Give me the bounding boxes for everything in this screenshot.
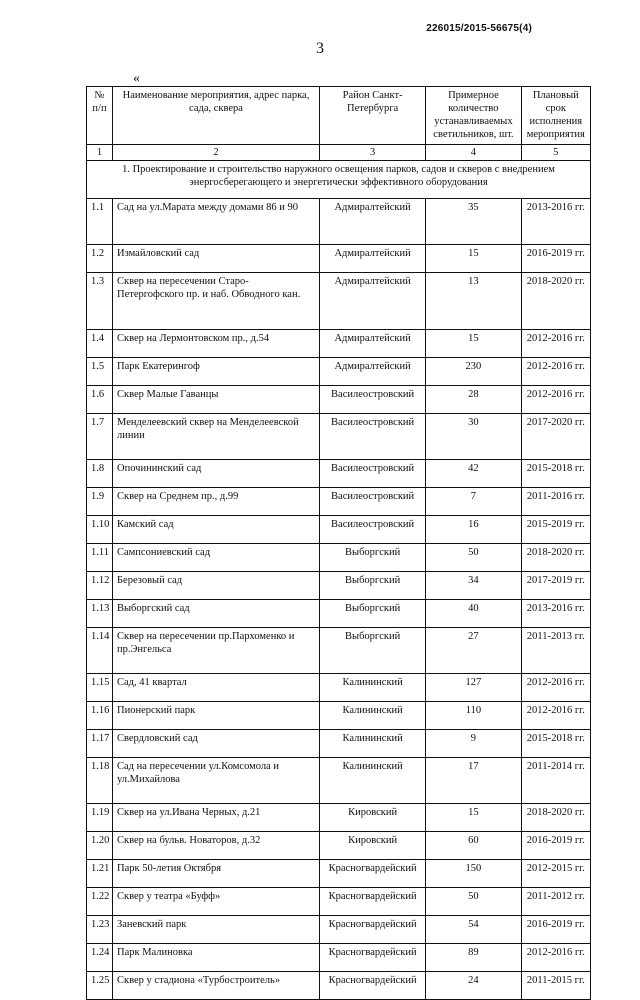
row-name: Парк 50-летия Октября bbox=[113, 859, 320, 887]
row-district: Калининский bbox=[320, 673, 426, 701]
row-district: Адмиралтейский bbox=[320, 198, 426, 244]
row-district: Красногвардейский bbox=[320, 971, 426, 999]
row-district: Выборгский bbox=[320, 543, 426, 571]
table-row bbox=[87, 413, 591, 459]
row-district: Адмиралтейский bbox=[320, 357, 426, 385]
table-row bbox=[87, 627, 591, 673]
row-num: 1.22 bbox=[87, 887, 113, 915]
row-district: Адмиралтейский bbox=[320, 272, 426, 329]
row-district: Выборгский bbox=[320, 627, 426, 673]
table-row bbox=[87, 943, 591, 971]
row-name: Парк Малиновка bbox=[113, 943, 320, 971]
opening-quote-mark: « bbox=[133, 71, 140, 86]
row-district: Выборгский bbox=[320, 571, 426, 599]
row-name: Выборгский сад bbox=[113, 599, 320, 627]
row-term: 2013-2016 гг. bbox=[521, 198, 590, 244]
row-term: 2018-2020 гг. bbox=[521, 543, 590, 571]
row-num: 1.17 bbox=[87, 729, 113, 757]
row-district: Василеостровский bbox=[320, 385, 426, 413]
header-district: Район Санкт-Петербурга bbox=[320, 87, 426, 145]
row-num: 1.9 bbox=[87, 487, 113, 515]
row-num: 1.1 bbox=[87, 198, 113, 244]
row-count: 110 bbox=[426, 701, 521, 729]
table-row bbox=[87, 272, 591, 329]
row-count: 50 bbox=[426, 543, 521, 571]
table-row bbox=[87, 915, 591, 943]
row-num: 1.2 bbox=[87, 244, 113, 272]
row-num: 1.11 bbox=[87, 543, 113, 571]
table-row bbox=[87, 701, 591, 729]
row-term: 2012-2016 гг. bbox=[521, 329, 590, 357]
table-row bbox=[87, 329, 591, 357]
table-row bbox=[87, 459, 591, 487]
row-district: Красногвардейский bbox=[320, 915, 426, 943]
table-row bbox=[87, 757, 591, 803]
row-count: 34 bbox=[426, 571, 521, 599]
row-name: Сампсониевский сад bbox=[113, 543, 320, 571]
row-num: 1.8 bbox=[87, 459, 113, 487]
column-number-row bbox=[87, 144, 591, 160]
row-term: 2018-2020 гг. bbox=[521, 272, 590, 329]
row-num: 1.12 bbox=[87, 571, 113, 599]
events-table bbox=[86, 86, 591, 1000]
row-district: Калининский bbox=[320, 701, 426, 729]
column-number: 2 bbox=[113, 144, 320, 160]
row-district: Калининский bbox=[320, 757, 426, 803]
row-term: 2011-2013 гг. bbox=[521, 627, 590, 673]
row-num: 1.3 bbox=[87, 272, 113, 329]
row-count: 7 bbox=[426, 487, 521, 515]
row-term: 2016-2019 гг. bbox=[521, 915, 590, 943]
row-district: Василеостровский bbox=[320, 515, 426, 543]
header-num: № п/п bbox=[87, 87, 113, 145]
table-header-row bbox=[87, 87, 591, 145]
table-row bbox=[87, 729, 591, 757]
column-number: 1 bbox=[87, 144, 113, 160]
row-district: Кировский bbox=[320, 803, 426, 831]
row-term: 2016-2019 гг. bbox=[521, 244, 590, 272]
row-count: 42 bbox=[426, 459, 521, 487]
row-district: Красногвардейский bbox=[320, 887, 426, 915]
table-row bbox=[87, 543, 591, 571]
row-district: Красногвардейский bbox=[320, 859, 426, 887]
row-count: 27 bbox=[426, 627, 521, 673]
row-name: Сквер у театра «Буфф» bbox=[113, 887, 320, 915]
table-row bbox=[87, 673, 591, 701]
row-term: 2016-2019 гг. bbox=[521, 831, 590, 859]
row-term: 2012-2015 гг. bbox=[521, 859, 590, 887]
row-name: Березовый сад bbox=[113, 571, 320, 599]
row-term: 2015-2019 гг. bbox=[521, 515, 590, 543]
column-number: 4 bbox=[426, 144, 521, 160]
row-num: 1.19 bbox=[87, 803, 113, 831]
table-row bbox=[87, 487, 591, 515]
header-term: Плановый срок исполнения мероприятия bbox=[521, 87, 590, 145]
row-count: 54 bbox=[426, 915, 521, 943]
row-name: Парк Екатерингоф bbox=[113, 357, 320, 385]
table-row bbox=[87, 357, 591, 385]
row-count: 127 bbox=[426, 673, 521, 701]
row-district: Адмиралтейский bbox=[320, 329, 426, 357]
row-term: 2015-2018 гг. bbox=[521, 459, 590, 487]
row-count: 35 bbox=[426, 198, 521, 244]
row-term: 2013-2016 гг. bbox=[521, 599, 590, 627]
row-count: 24 bbox=[426, 971, 521, 999]
row-name: Сквер на Среднем пр., д.99 bbox=[113, 487, 320, 515]
row-name: Заневский парк bbox=[113, 915, 320, 943]
row-num: 1.6 bbox=[87, 385, 113, 413]
row-name: Пионерский парк bbox=[113, 701, 320, 729]
row-name: Сквер на Лермонтовском пр., д.54 bbox=[113, 329, 320, 357]
row-count: 15 bbox=[426, 329, 521, 357]
row-count: 89 bbox=[426, 943, 521, 971]
row-num: 1.21 bbox=[87, 859, 113, 887]
row-name: Опочининский сад bbox=[113, 459, 320, 487]
row-num: 1.5 bbox=[87, 357, 113, 385]
column-number: 3 bbox=[320, 144, 426, 160]
row-name: Сквер Малые Гаванцы bbox=[113, 385, 320, 413]
row-term: 2018-2020 гг. bbox=[521, 803, 590, 831]
table-row bbox=[87, 599, 591, 627]
row-name: Сквер на ул.Ивана Черных, д.21 bbox=[113, 803, 320, 831]
row-term: 2011-2014 гг. bbox=[521, 757, 590, 803]
row-district: Адмиралтейский bbox=[320, 244, 426, 272]
row-name: Свердловский сад bbox=[113, 729, 320, 757]
row-num: 1.13 bbox=[87, 599, 113, 627]
row-name: Измайловский сад bbox=[113, 244, 320, 272]
row-term: 2012-2016 гг. bbox=[521, 385, 590, 413]
row-count: 50 bbox=[426, 887, 521, 915]
row-count: 9 bbox=[426, 729, 521, 757]
table-row bbox=[87, 831, 591, 859]
row-num: 1.16 bbox=[87, 701, 113, 729]
row-count: 13 bbox=[426, 272, 521, 329]
document-number: 226015/2015-56675(4) bbox=[426, 23, 532, 34]
row-count: 40 bbox=[426, 599, 521, 627]
table-row bbox=[87, 887, 591, 915]
row-district: Калининский bbox=[320, 729, 426, 757]
row-num: 1.20 bbox=[87, 831, 113, 859]
table-row bbox=[87, 515, 591, 543]
row-num: 1.18 bbox=[87, 757, 113, 803]
row-count: 230 bbox=[426, 357, 521, 385]
header-count: Примерное количество устанавливаемых светильников, шт. bbox=[426, 87, 521, 145]
row-name: Сквер на бульв. Новаторов, д.32 bbox=[113, 831, 320, 859]
row-term: 2012-2016 гг. bbox=[521, 357, 590, 385]
row-name: Сад, 41 квартал bbox=[113, 673, 320, 701]
row-name: Камский сад bbox=[113, 515, 320, 543]
row-count: 17 bbox=[426, 757, 521, 803]
row-term: 2012-2016 гг. bbox=[521, 943, 590, 971]
page-number: 3 bbox=[316, 40, 324, 57]
row-district: Василеостровский bbox=[320, 413, 426, 459]
row-term: 2011-2012 гг. bbox=[521, 887, 590, 915]
row-num: 1.14 bbox=[87, 627, 113, 673]
table-row bbox=[87, 571, 591, 599]
row-count: 28 bbox=[426, 385, 521, 413]
table-row bbox=[87, 971, 591, 999]
row-count: 15 bbox=[426, 244, 521, 272]
table-row bbox=[87, 385, 591, 413]
row-name: Сад на пересечении ул.Комсомола и ул.Михайлова bbox=[113, 757, 320, 803]
section-title: 1. Проектирование и строительство наружного освещения парков, садов и скверов с внедрением энергосберегающего и энергетически эффективного оборудования bbox=[87, 160, 591, 198]
header-name: Наименование мероприятия, адрес парка, сада, сквера bbox=[113, 87, 320, 145]
row-count: 60 bbox=[426, 831, 521, 859]
row-name: Сквер у стадиона «Турбостроитель» bbox=[113, 971, 320, 999]
row-count: 30 bbox=[426, 413, 521, 459]
row-district: Василеостровский bbox=[320, 487, 426, 515]
row-name: Сад на ул.Марата между домами 86 и 90 bbox=[113, 198, 320, 244]
row-name: Сквер на пересечении пр.Пархоменко и пр.Энгельса bbox=[113, 627, 320, 673]
row-term: 2012-2016 гг. bbox=[521, 673, 590, 701]
column-number: 5 bbox=[521, 144, 590, 160]
row-name: Менделеевский сквер на Менделеевской линии bbox=[113, 413, 320, 459]
section-row bbox=[87, 160, 591, 198]
row-term: 2011-2015 гг. bbox=[521, 971, 590, 999]
row-term: 2011-2016 гг. bbox=[521, 487, 590, 515]
row-num: 1.10 bbox=[87, 515, 113, 543]
row-term: 2015-2018 гг. bbox=[521, 729, 590, 757]
row-term: 2017-2020 гг. bbox=[521, 413, 590, 459]
table-row bbox=[87, 803, 591, 831]
row-term: 2017-2019 гг. bbox=[521, 571, 590, 599]
row-num: 1.23 bbox=[87, 915, 113, 943]
row-district: Василеостровский bbox=[320, 459, 426, 487]
row-num: 1.4 bbox=[87, 329, 113, 357]
table-row bbox=[87, 198, 591, 244]
row-term: 2012-2016 гг. bbox=[521, 701, 590, 729]
table-row bbox=[87, 244, 591, 272]
row-district: Выборгский bbox=[320, 599, 426, 627]
row-district: Кировский bbox=[320, 831, 426, 859]
row-num: 1.15 bbox=[87, 673, 113, 701]
row-count: 150 bbox=[426, 859, 521, 887]
row-num: 1.24 bbox=[87, 943, 113, 971]
row-name: Сквер на пересечении Старо-Петергофского пр. и наб. Обводного кан. bbox=[113, 272, 320, 329]
row-district: Красногвардейский bbox=[320, 943, 426, 971]
row-num: 1.7 bbox=[87, 413, 113, 459]
row-count: 15 bbox=[426, 803, 521, 831]
row-count: 16 bbox=[426, 515, 521, 543]
row-num: 1.25 bbox=[87, 971, 113, 999]
table-row bbox=[87, 859, 591, 887]
